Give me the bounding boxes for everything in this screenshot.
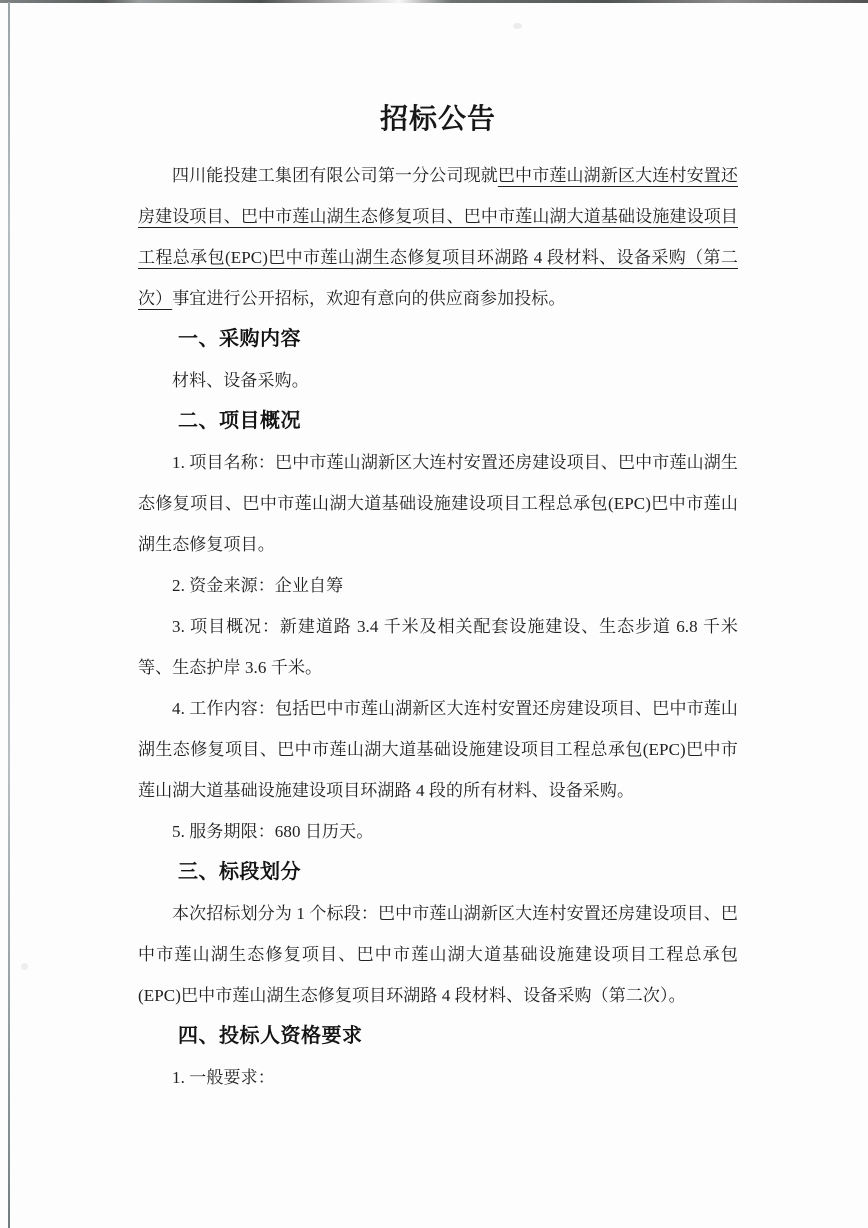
- document-content: [138, 100, 738, 1098]
- section-heading-bid-sections: 三、标段划分: [178, 861, 301, 883]
- scan-speck: [513, 23, 522, 29]
- scan-artifact-top-edge: [0, 0, 868, 3]
- document-title: 招标公告: [379, 103, 496, 134]
- paragraph-project-name: 1. 项目名称：巴中市莲山湖新区大连村安置还房建设项目、巴中市莲山湖生态修复项目、巴中市莲山湖大道基础设施建设项目工程总承包(EPC)巴中市莲山湖生态修复项目。: [138, 453, 738, 554]
- section-heading-project-overview: 二、项目概况: [178, 410, 301, 432]
- paragraph-bid-section-division: 本次招标划分为 1 个标段：巴中市莲山湖新区大连村安置还房建设项目、巴中市莲山湖生态修复项目、巴中市莲山湖大道基础设施建设项目工程总承包(EPC)巴中市莲山湖生态修复项目环湖路 4 段材料、设备采购（第二次）。: [138, 904, 738, 1005]
- intro-paragraph: [138, 155, 738, 319]
- paragraph-project-profile: 3. 项目概况：新建道路 3.4 千米及相关配套设施建设、生态步道 6.8 千米等、生态护岸 3.6 千米。: [138, 617, 738, 677]
- intro-suffix-text: 事宜进行公开招标，欢迎有意向的供应商参加投标。: [172, 289, 566, 308]
- paragraph-general-requirements: 1. 一般要求：: [172, 1068, 275, 1087]
- scan-artifact-left-edge: [8, 2, 10, 1228]
- paragraph-service-period: 5. 服务期限：680 日历天。: [172, 822, 374, 841]
- section-heading-procurement-content: 一、采购内容: [178, 328, 301, 350]
- paragraph-funding-source: 2. 资金来源：企业自筹: [172, 576, 344, 595]
- section-heading-bidder-qualifications: 四、投标人资格要求: [178, 1025, 363, 1047]
- scan-speck: [21, 963, 28, 970]
- underlined-project-scope: 巴中市莲山湖新区大连村安置还房建设项目、巴中市莲山湖生态修复项目、巴中市莲山湖大道基础设施建设项目工程总承包(EPC)巴中市莲山湖生态修复项目环湖路 4 段材料、设备采购（第二次）: [138, 166, 738, 308]
- paragraph-work-content: 4. 工作内容：包括巴中市莲山湖新区大连村安置还房建设项目、巴中市莲山湖生态修复项目、巴中市莲山湖大道基础设施建设项目工程总承包(EPC)巴中市莲山湖大道基础设施建设项目环湖路 4 段的所有材料、设备采购。: [138, 699, 738, 800]
- intro-prefix-text: 四川能投建工集团有限公司第一分公司现就: [172, 166, 498, 185]
- paragraph-procurement-content: 材料、设备采购。: [172, 371, 309, 390]
